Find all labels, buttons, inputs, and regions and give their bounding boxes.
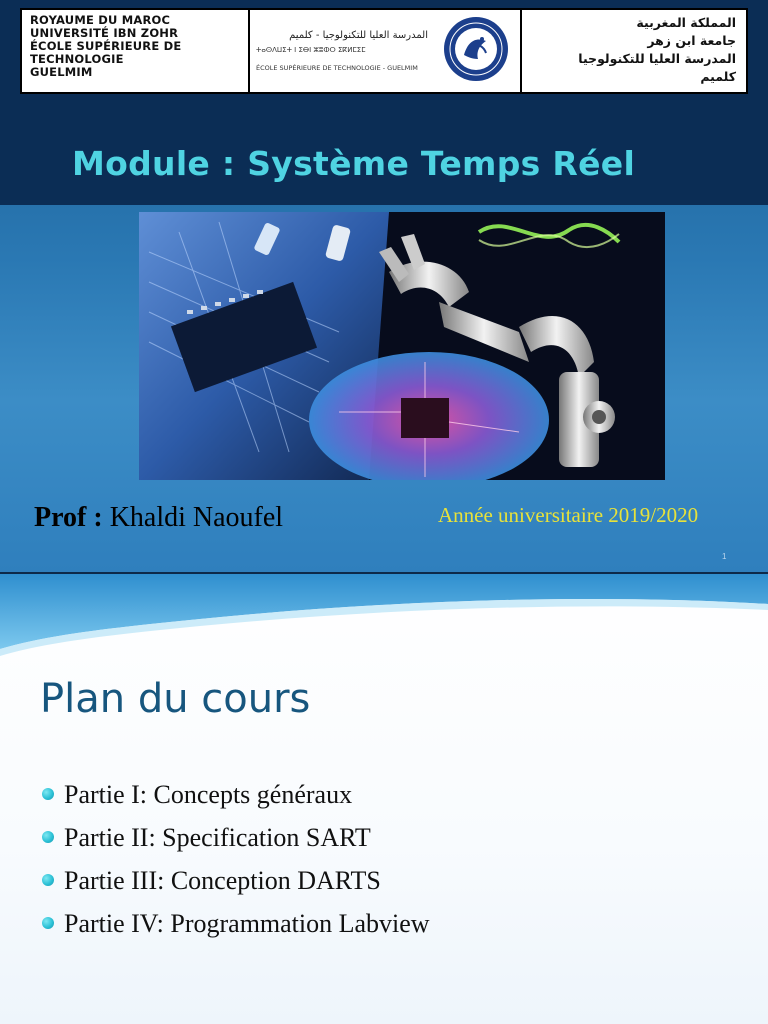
professor-label: Prof : — [34, 502, 103, 533]
header-left-line: TECHNOLOGIE — [30, 52, 124, 66]
list-item-text: Partie I: Concepts généraux — [64, 780, 353, 809]
header-wave-decoration — [0, 574, 768, 674]
university-seal-logo — [442, 15, 510, 83]
school-arabic-name: المدرسة العليا للتكنولوجيا - كلميم — [289, 30, 428, 41]
list-item — [42, 821, 430, 864]
header-left-line: ÉCOLE SUPÉRIEURE DE — [30, 39, 182, 53]
institution-header — [20, 8, 748, 94]
professor-line — [34, 502, 283, 534]
header-left-line: UNIVERSITÉ IBN ZOHR — [30, 26, 179, 40]
list-item-text: Partie II: Specification SART — [64, 823, 371, 852]
module-title: Module : Système Temps Réel — [72, 144, 636, 183]
bullet-dot-icon — [42, 788, 54, 800]
header-right-line: المملكة المغربية — [636, 15, 736, 30]
bullet-dot-icon — [42, 917, 54, 929]
bullet-dot-icon — [42, 874, 54, 886]
professor-name: Khaldi Naoufel — [102, 502, 284, 533]
header-arabic-cell — [522, 10, 746, 92]
list-item — [42, 907, 430, 950]
list-item-text: Partie III: Conception DARTS — [64, 866, 381, 895]
header-left-line: GUELMIM — [30, 65, 93, 79]
header-right-line: المدرسة العليا للتكنولوجيا — [578, 51, 736, 66]
list-item — [42, 864, 430, 907]
school-tifinagh-name: ⵜⴰⵙⴷⵡⵉⵜ ⵏ ⵉⴱⵏ ⵣⵓⵀⵔ ⵉⴽⵍⵎⵉⵎ — [256, 46, 366, 54]
course-parts-list — [42, 778, 430, 950]
header-right-line: جامعة ابن زهر — [647, 33, 736, 48]
school-french-name: ÉCOLE SUPÉRIEURE DE TECHNOLOGIE - GUELMIM — [256, 64, 418, 72]
cover-illustration — [139, 212, 665, 480]
circuit-robot-illustration — [139, 212, 665, 480]
header-french-cell — [22, 10, 250, 92]
list-item-text: Partie IV: Programmation Labview — [64, 909, 430, 938]
outline-title: Plan du cours — [40, 676, 311, 722]
outline-slide — [0, 574, 768, 1024]
header-right-line: كلميم — [700, 69, 736, 84]
academic-year: Année universitaire 2019/2020 — [438, 503, 699, 527]
slide-number: 1 — [722, 552, 727, 561]
header-left-line: ROYAUME DU MAROC — [30, 13, 171, 27]
bullet-dot-icon — [42, 831, 54, 843]
list-item — [42, 778, 430, 821]
header-logo-cell — [250, 10, 522, 92]
